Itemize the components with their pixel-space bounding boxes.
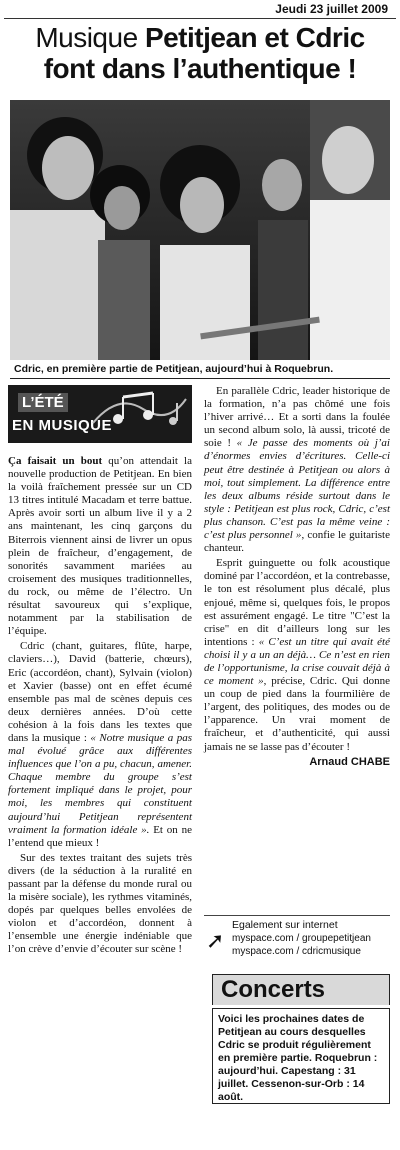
concerts-text: Voici les prochaines dates de Petitjean au cours desquelles Cdric se produit régulièrement en première partie. Roquebrun : aujourd’hui. Capestang : 31 juillet. Cessenon-sur-Orb : 14 août. bbox=[218, 1013, 378, 1103]
article-p4-end: , confie le guitariste chanteur. bbox=[204, 529, 390, 555]
article-p4-quote: « Je passe des moments où j’ai d’énormes envies d’écritures. Celle-ci peut être destinée à Petitjean ou alors à moi, tout simplement. La différence entre les deux albums réside surtout dans le style : Petitjean est plus rock, Cdric, c’est plus chanson. C’est pas la même veine : c’est plus personnel » bbox=[204, 437, 390, 542]
article-paragraph-1 bbox=[8, 455, 192, 638]
article-lead: Ça faisait un bout bbox=[8, 455, 103, 467]
arrow-icon: ➚ bbox=[206, 928, 225, 953]
article-p4-text: En parallèle Cdric, leader historique de la formation, n’a pas chômé une fois l’hiver arrivé… Et a sorti dans la foulée un second album solo, là aussi, tricoté de soie ! bbox=[204, 385, 390, 450]
article-paragraph-4 bbox=[204, 385, 390, 555]
concerts-title: Concerts bbox=[212, 974, 390, 1005]
article-column-right bbox=[204, 385, 390, 769]
article-column-left bbox=[8, 455, 192, 959]
article-p2-text: Cdric (chant, guitares, flûte, harpe, claviers…), David (batterie, chœurs), Eric (accordéon, chant), Sylvain (violon) et Xavier (basse) ont en effet écumé ensemble pas mal de scènes depuis ces deux dernières années. D’où cette cohésion à la fois dans les textes que dans la musique : bbox=[8, 640, 192, 744]
article-p2-quote: « Notre musique a pas mal évolué grâce aux différentes influences que l’on a pu, chacun, amener. Chaque membre du groupe s’est fortement impliqué dans le projet, pour moi, les membres qui constituent aujourd’hui Petitjean représentent vraiment la formation idéale ». bbox=[8, 731, 192, 836]
photo-caption: Cdric, en première partie de Petitjean, aujourd’hui à Roquebrun. bbox=[10, 360, 390, 379]
issue-date: Jeudi 23 juillet 2009 bbox=[275, 2, 388, 16]
band-photo bbox=[10, 100, 390, 360]
headline bbox=[6, 22, 394, 84]
web-label: Egalement sur internet bbox=[232, 919, 338, 931]
article-p5-text: Esprit guinguette ou folk acoustique dominé par l’accordéon, et la contrebasse, le ton est résolument plus décalé, plus enjoué, même si, quelques fois, le propos est assurément engagé. Le titre "C’est la crise" en dit d’ailleurs long sur les intentions : bbox=[204, 557, 390, 648]
headline-title-line1: Petitjean et Cdric bbox=[144, 22, 365, 53]
article-p5-quote: « C’est un titre qui avait été choisi il y a un an déjà… Ce n’est en rien de l’opportunisme, la crise couvait déjà à ce moment » bbox=[204, 635, 390, 688]
summer-music-banner bbox=[8, 385, 192, 443]
web-links bbox=[232, 919, 371, 958]
article-p2-end: Et on ne l’entend que mieux ! bbox=[8, 823, 192, 849]
music-notes-icon bbox=[88, 389, 188, 433]
banner-line1: L’ÉTÉ bbox=[18, 393, 68, 412]
author-signature: Arnaud CHABE bbox=[309, 755, 390, 768]
web-links-box bbox=[204, 915, 390, 960]
header-rule bbox=[4, 18, 396, 19]
headline-title-line2: font dans l’authentique ! bbox=[43, 53, 357, 84]
banner-line2: EN MUSIQUE bbox=[12, 417, 113, 434]
article-paragraph-2 bbox=[8, 640, 192, 850]
article-paragraph-5 bbox=[204, 557, 390, 753]
web-link-cdricmusique[interactable]: myspace.com / cdricmusique bbox=[232, 946, 361, 957]
band-photo-image bbox=[10, 100, 390, 360]
article-paragraph-3: Sur des textes traitant des sujets très divers (de la séduction à la ruralité en passant par la défense du monde rural ou la misère sociale), les rythmes vitaminés, dopés par quelques belles envolées de violon et d’accordéon, donnent à l’ensemble une énergie indéniable que l’on crève d’envie d’écouter sur scène ! bbox=[8, 851, 192, 956]
article-p5-end: , précise, Cdric. Qui donne un coup de pied dans la fourmilière de l’argent, des politiques, des modes ou de l’apparence. Un vrai moment de fraîcheur, et d’authenticité, qui aussi jamais ne se lasse pas d’écouter ! bbox=[204, 675, 390, 753]
article-p1-text: qu’on attendait la nouvelle production de Petitjean. En bien la voilà fraîchement pressée sur un CD 13 titres intitulé Macadam et terre battue. Après avoir sorti un album live il y a 2 ans maintenant, les cinq garçons du Biterrois viennent ainsi de livrer un opus plein de fraîcheur, d’engagement, de sonorités savamment mariées au croisement des musiques traditionnelles, du rock, ou même de l’électro. Un résultat savoureux qui s’explique, notamment par la stabilisation de l’équipe. bbox=[8, 455, 192, 638]
headline-kicker: Musique bbox=[35, 22, 138, 53]
concerts-box bbox=[212, 1008, 390, 1104]
web-link-groupepetitjean[interactable]: myspace.com / groupepetitjean bbox=[232, 933, 371, 944]
